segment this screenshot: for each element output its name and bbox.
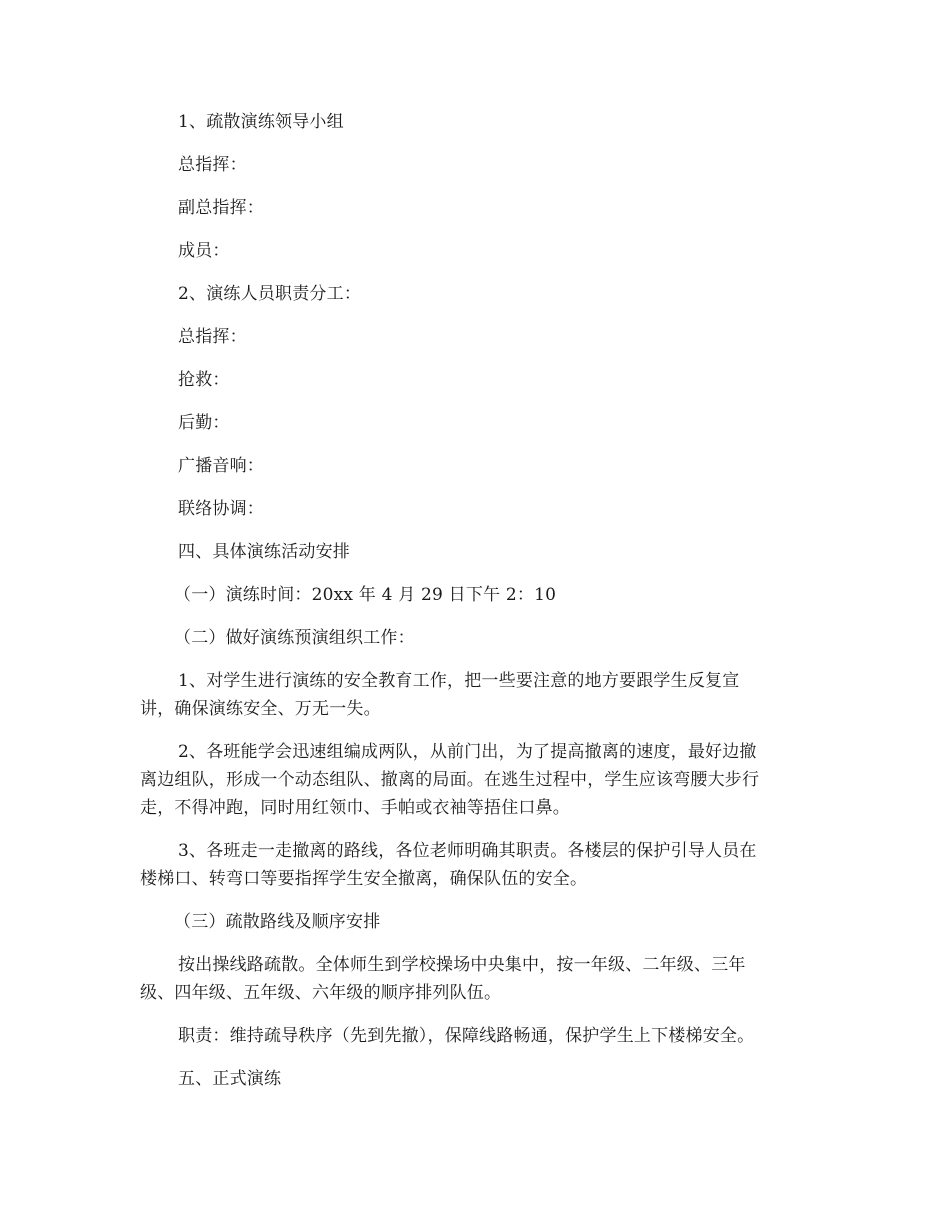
paragraph-line: 离边组队，形成一个动态组队、撤离的局面。在逃生过程中，学生应该弯腰大步行 [140, 770, 760, 790]
paragraph-line: 楼梯口、转弯口等要指挥学生安全撤离，确保队伍的安全。 [140, 869, 588, 889]
paragraph-line: 级、四年级、五年级、六年级的顺序排列队伍。 [140, 983, 502, 1003]
drill-time-line: （一）演练时间：20xx 年 4 月 29 日下午 2：10 [174, 585, 557, 605]
duty-commander-line: 总指挥： [178, 327, 247, 347]
heading-evacuation-leadership-group: 1、疏散演练领导小组 [178, 112, 344, 132]
paragraph-class-organization [140, 738, 810, 822]
paragraph-safety-education [140, 667, 810, 723]
liaison-line: 联络协调： [178, 499, 264, 519]
evacuation-route-heading: （三）疏散路线及顺序安排 [174, 912, 381, 932]
heading-duty-assignment: 2、演练人员职责分工： [178, 284, 362, 304]
commander-line: 总指挥： [178, 155, 247, 175]
paragraph-line: 1、对学生进行演练的安全教育工作，把一些要注意的地方要跟学生反复宣 [178, 671, 740, 691]
paragraph-line: 走，不得冲跑，同时用红领巾、手帕或衣袖等捂住口鼻。 [140, 798, 570, 818]
heading-section-four: 四、具体演练活动安排 [178, 542, 350, 562]
paragraph-line: 按出操线路疏散。全体师生到学校操场中央集中，按一年级、二年级、三年 [178, 955, 746, 975]
paragraph-line: 2、各班能学会迅速组编成两队，从前门出，为了提高撤离的速度，最好边撤 [178, 742, 757, 762]
paragraph-evacuation-order [140, 951, 810, 1007]
duties-line: 职责：维持疏导秩序（先到先撤），保障线路畅通，保护学生上下楼梯安全。 [178, 1026, 755, 1046]
logistics-line: 后勤： [178, 413, 230, 433]
broadcast-line: 广播音响： [178, 456, 264, 476]
deputy-commander-line: 副总指挥： [178, 198, 264, 218]
rehearsal-organization-heading: （二）做好演练预演组织工作： [174, 628, 415, 648]
document-body [140, 108, 810, 1093]
heading-section-five: 五、正式演练 [178, 1069, 282, 1089]
paragraph-line: 3、各班走一走撤离的路线，各位老师明确其职责。各楼层的保护引导人员在 [178, 841, 757, 861]
paragraph-line: 讲，确保演练安全、万无一失。 [140, 699, 381, 719]
members-line: 成员： [178, 241, 230, 261]
rescue-line: 抢救： [178, 370, 230, 390]
paragraph-route-walkthrough [140, 837, 810, 893]
